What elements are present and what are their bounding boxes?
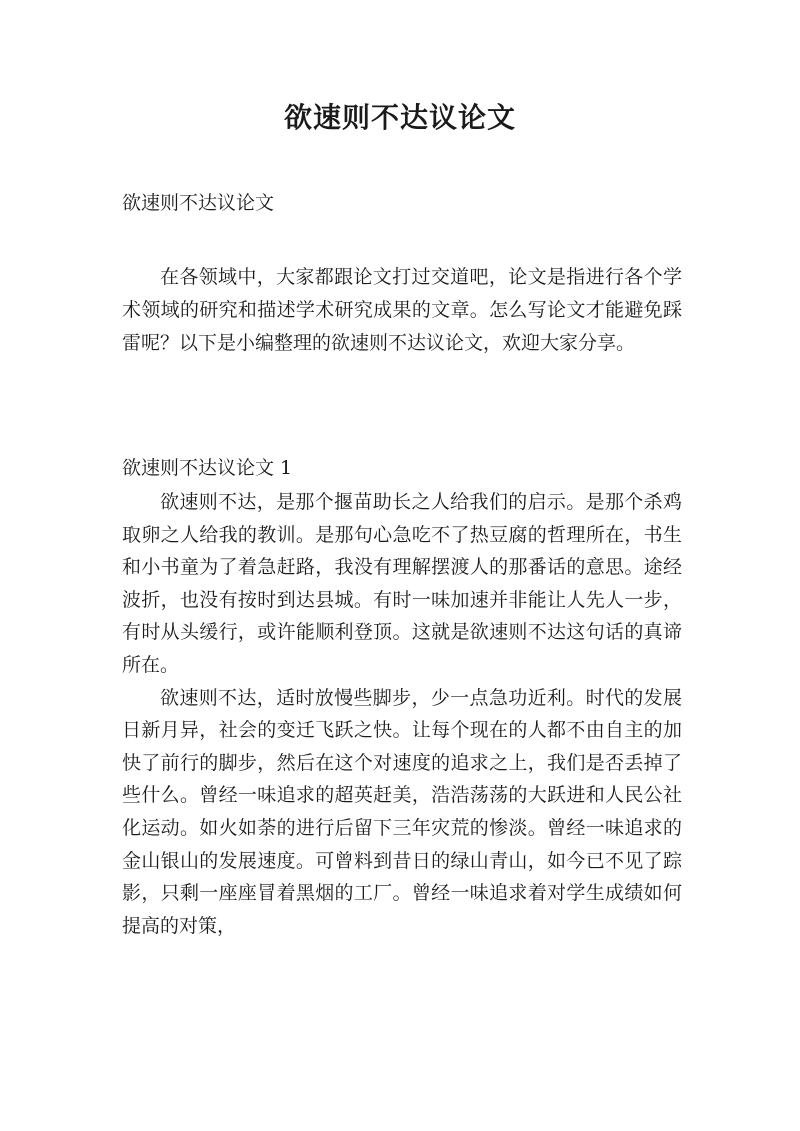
body-paragraph-2: 欲速则不达，适时放慢些脚步，少一点急功近利。时代的发展日新月异，社会的变迁飞跃之快。让每个现在的人都不由自主的加快了前行的脚步，然后在这个对速度的追求之上，我们是否丢掉了些什么。曾经一味追求的超英赶美，浩浩荡荡的大跃进和人民公社化运动。如火如荼的进行后留下三年灾荒的惨淡。曾经一味追求的金山银山的发展速度。可曾料到昔日的绿山青山，如今已不见了踪影，只剩一座座冒着黑烟的工厂。曾经一味追求着对学生成绩如何提高的对策， [122,686,682,937]
document-title: 欲速则不达议论文 [283,101,516,134]
intro-paragraph: 在各领域中，大家都跟论文打过交道吧，论文是指进行各个学术领域的研究和描述学术研究成果的文章。怎么写论文才能避免踩雷呢？以下是小编整理的欲速则不达议论文，欢迎大家分享。 [122,266,682,354]
body-paragraph-1: 欲速则不达，是那个揠苗助长之人给我们的启示。是那个杀鸡取卵之人给我的教训。是那句心急吃不了热豆腐的哲理所在，书生和小书童为了着急赶路，我没有理解摆渡人的那番话的意思。途经波折，也没有按时到达县城。有时一味加速并非能让人先人一步，有时从头缓行，或许能顺利登顶。这就是欲速则不达这句话的真谛所在。 [122,491,682,676]
section-heading: 欲速则不达议论文 1 [122,457,293,479]
document-subtitle: 欲速则不达议论文 [122,192,275,214]
section-body [122,486,682,942]
